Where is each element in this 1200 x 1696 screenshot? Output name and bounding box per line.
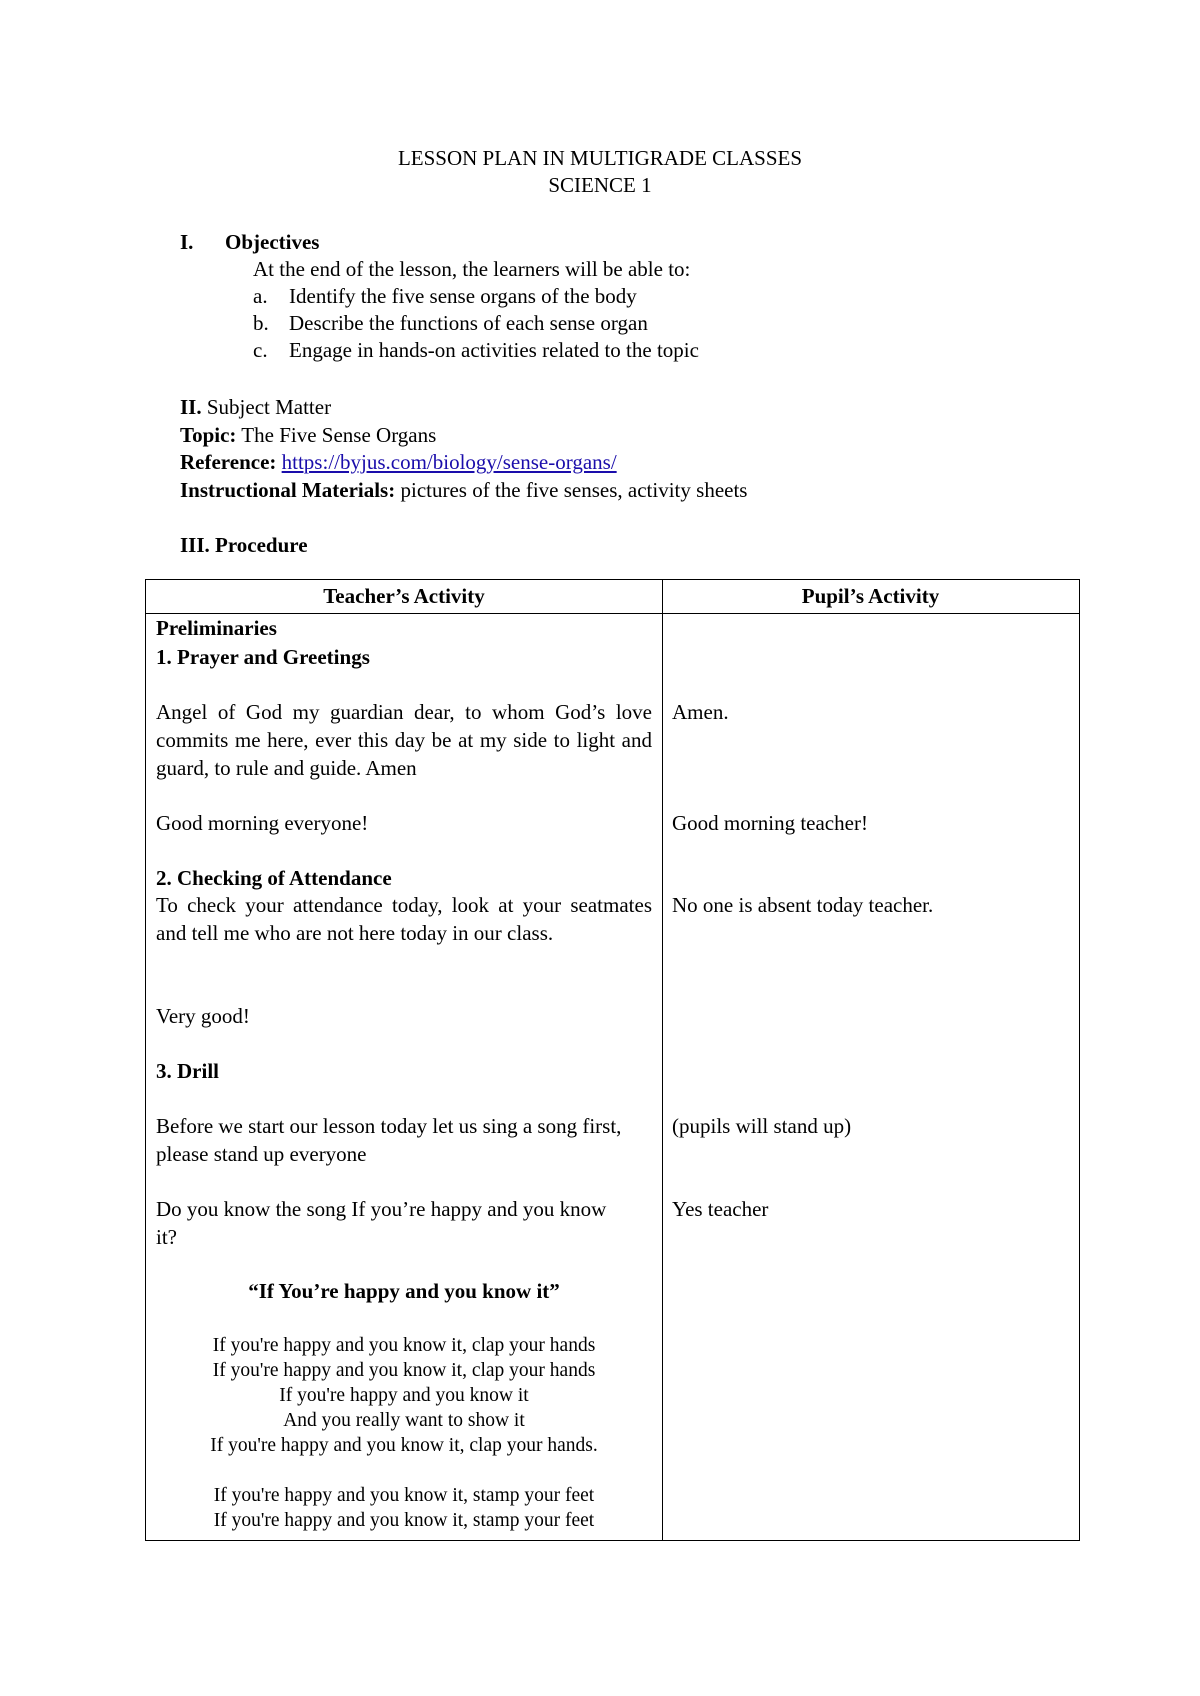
pupil-activity-header: Pupil’s Activity: [801, 584, 940, 608]
attendance-heading: 2. Checking of Attendance: [156, 866, 392, 890]
materials-line: [180, 478, 747, 503]
objective-marker: a.: [253, 284, 268, 308]
preliminaries-heading: Preliminaries: [156, 616, 277, 640]
topic-label: Topic:: [180, 423, 237, 447]
reference-link[interactable]: https://byjus.com/biology/sense-organs/: [281, 450, 617, 474]
teacher-activity-header: Teacher’s Activity: [323, 584, 485, 608]
drill-response: (pupils will stand up): [672, 1114, 852, 1138]
song-line: If you're happy and you know it: [279, 1385, 529, 1406]
subject-matter-line: [180, 395, 331, 420]
materials-label: Instructional Materials:: [180, 478, 396, 502]
very-good-text: Very good!: [156, 1004, 250, 1028]
objectives-heading: Objectives: [225, 230, 320, 254]
objective-item: Describe the functions of each sense organ: [289, 311, 648, 335]
column-divider: [662, 580, 663, 1540]
song-line: If you're happy and you know it, clap your hands.: [210, 1435, 598, 1456]
header-divider: [146, 613, 1079, 614]
procedure-table: [145, 579, 1080, 1541]
song-question-text: Do you know the song If you’re happy and you know it?: [156, 1197, 607, 1249]
materials-value: pictures of the five senses, activity sheets: [400, 478, 748, 502]
objectives-intro: At the end of the lesson, the learners will be able to:: [253, 257, 691, 281]
objective-marker: c.: [253, 338, 268, 362]
subject-matter-numeral: II.: [180, 395, 202, 419]
attendance-text: To check your attendance today, look at your seatmates and tell me who are not here today in our class.: [156, 893, 652, 945]
topic-line: [180, 423, 436, 448]
objective-marker: b.: [253, 311, 269, 335]
drill-intro-text: Before we start our lesson today let us sing a song first, please stand up everyone: [156, 1114, 622, 1166]
prayer-heading: 1. Prayer and Greetings: [156, 645, 370, 669]
document-subtitle: SCIENCE 1: [548, 173, 652, 197]
prayer-text: Angel of God my guardian dear, to whom God’s love commits me here, ever this day be at my side to light and guard, to rule and guide. Amen: [156, 700, 652, 780]
song-title: “If You’re happy and you know it”: [248, 1279, 560, 1303]
song-question-response: Yes teacher: [672, 1197, 769, 1221]
reference-label: Reference:: [180, 450, 277, 474]
song-line: And you really want to show it: [283, 1410, 525, 1431]
objective-item: Engage in hands-on activities related to the topic: [289, 338, 699, 362]
drill-heading: 3. Drill: [156, 1059, 219, 1083]
attendance-response: No one is absent today teacher.: [672, 893, 934, 917]
song-line: If you're happy and you know it, stamp your feet: [213, 1485, 595, 1506]
objective-item: Identify the five sense organs of the body: [289, 284, 637, 308]
document-title: LESSON PLAN IN MULTIGRADE CLASSES: [397, 146, 803, 170]
procedure-heading: III. Procedure: [180, 533, 308, 557]
topic-value: The Five Sense Organs: [241, 423, 437, 447]
subject-matter-heading: Subject Matter: [206, 395, 332, 419]
greeting-text: Good morning everyone!: [156, 811, 369, 835]
song-line: If you're happy and you know it, clap your hands: [212, 1360, 596, 1381]
prayer-response: Amen.: [672, 700, 729, 724]
song-line: If you're happy and you know it, stamp your feet: [213, 1510, 595, 1531]
song-line: If you're happy and you know it, clap your hands: [212, 1335, 596, 1356]
reference-line: [180, 450, 617, 475]
objectives-numeral: I.: [180, 230, 194, 254]
greeting-response: Good morning teacher!: [672, 811, 868, 835]
